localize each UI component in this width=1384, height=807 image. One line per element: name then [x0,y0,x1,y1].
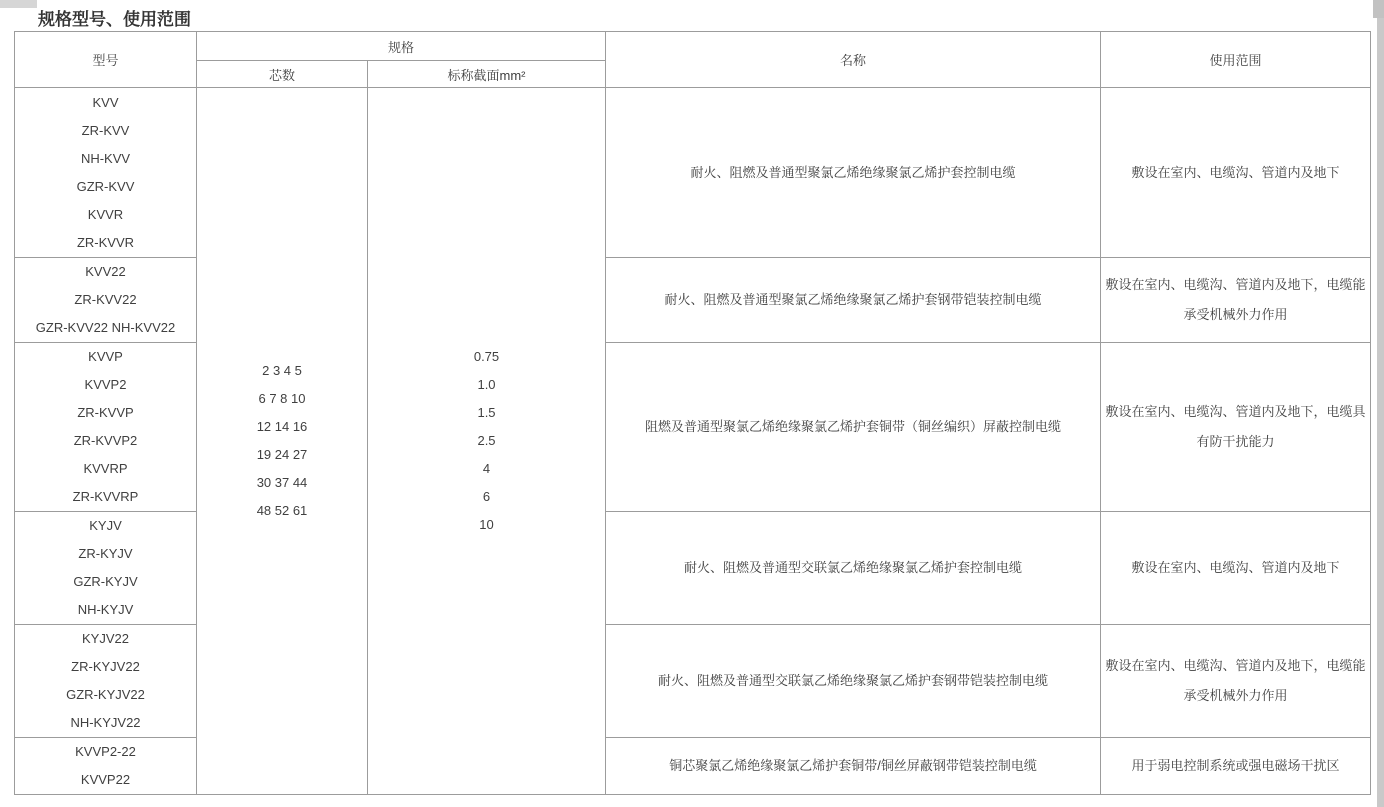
header-cross-section: 标称截面mm² [368,61,606,88]
cross-section-line: 2.5 [477,433,496,448]
model-label: KVVP2 [84,377,127,392]
model-label: KVV [92,94,119,110]
usage-cell: 用于弱电控制系统或强电磁场干扰区 [1101,738,1371,795]
cross-section-line: 1.0 [477,377,496,392]
model-label: KYJV22 [82,631,129,646]
model-label: KYJV [89,518,122,533]
usage-cell: 敷设在室内、电缆沟、管道内及地下，电缆能承受机械外力作用 [1101,258,1371,343]
cores-line: 19 24 27 [256,447,308,462]
model-label: ZR-KVVRP [72,489,139,504]
model-label: KVV22 [85,264,126,279]
partial-element-top-left [0,0,37,8]
model-label: ZR-KVVP2 [73,433,138,448]
header-usage: 使用范围 [1101,32,1371,88]
header-name: 名称 [606,32,1101,88]
cross-section-line: 1.5 [477,405,496,420]
cores-line: 2 3 4 5 [262,363,302,378]
cable-name-cell: 耐火、阻燃及普通型聚氯乙烯绝缘聚氯乙烯护套钢带铠装控制电缆 [606,258,1101,343]
model-group-cell [15,738,197,795]
model-group-cell [15,625,197,738]
cores-line: 30 37 44 [256,475,308,490]
model-label: KVVRP [83,461,128,476]
model-label: ZR-KVVR [76,234,135,250]
usage-cell: 敷设在室内、电缆沟、管道内及地下 [1101,88,1371,258]
cross-section-line: 0.75 [473,349,500,364]
model-label: ZR-KVVP [77,405,134,420]
cores-line: 6 7 8 10 [258,391,306,406]
table-row [15,88,1371,258]
page-title: 规格型号、使用范围 [38,10,191,29]
scrollbar[interactable] [1377,0,1384,807]
model-label: KVVP2-22 [75,744,136,759]
cross-section-line: 4 [482,461,491,476]
model-label: ZR-KYJV22 [71,659,140,674]
model-label: NH-KYJV [77,602,134,617]
cores-cell [197,88,368,795]
header-model: 型号 [15,32,197,88]
cable-name-cell: 耐火、阻燃及普通型聚氯乙烯绝缘聚氯乙烯护套控制电缆 [606,88,1101,258]
model-label: KVVR [87,206,124,222]
header-cores: 芯数 [197,61,368,88]
cable-name-cell: 耐火、阻燃及普通型交联氯乙烯绝缘聚氯乙烯护套钢带铠装控制电缆 [606,625,1101,738]
scrollbar-thumb[interactable] [1373,0,1384,18]
model-label: ZR-KVV22 [74,292,137,307]
model-label: KVVP22 [80,772,131,787]
usage-cell: 敷设在室内、电缆沟、管道内及地下，电缆具有防干扰能力 [1101,343,1371,512]
cable-name-cell: 铜芯聚氯乙烯绝缘聚氯乙烯护套铜带/铜丝屏蔽钢带铠装控制电缆 [606,738,1101,795]
spec-table [14,31,1371,795]
model-label: KVVP [88,349,123,364]
cross-section-line: 10 [479,517,494,532]
model-group-cell [15,258,197,343]
model-label: GZR-KYJV [73,574,138,589]
model-label: ZR-KVV [81,122,130,138]
model-group-cell [15,88,197,258]
cross-section-cell [368,88,606,795]
usage-cell: 敷设在室内、电缆沟、管道内及地下 [1101,512,1371,625]
model-group-cell [15,343,197,512]
cross-section-line: 6 [482,489,491,504]
header-spec: 规格 [197,32,606,61]
cable-name-cell: 耐火、阻燃及普通型交联氯乙烯绝缘聚氯乙烯护套控制电缆 [606,512,1101,625]
cores-line: 48 52 61 [256,503,308,518]
model-label: ZR-KYJV [78,546,133,561]
model-label: GZR-KYJV22 [66,687,145,702]
cores-line: 12 14 16 [256,419,308,434]
model-label: GZR-KVV [76,178,135,194]
usage-cell: 敷设在室内、电缆沟、管道内及地下，电缆能承受机械外力作用 [1101,625,1371,738]
model-group-cell [15,512,197,625]
cable-name-cell: 阻燃及普通型聚氯乙烯绝缘聚氯乙烯护套铜带（铜丝编织）屏蔽控制电缆 [606,343,1101,512]
model-label: GZR-KVV22 NH-KVV22 [35,320,176,335]
model-label: NH-KVV [80,150,131,166]
model-label: NH-KYJV22 [70,715,141,730]
